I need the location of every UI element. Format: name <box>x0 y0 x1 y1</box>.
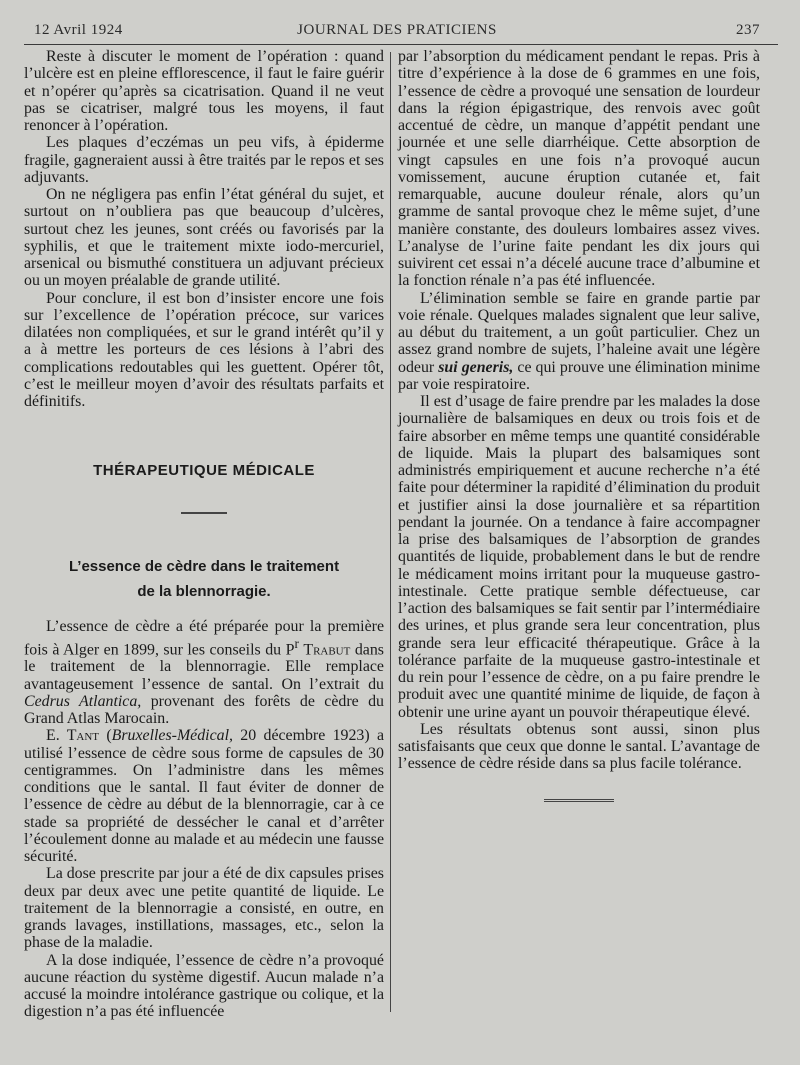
column-divider <box>390 52 391 1012</box>
paragraph <box>398 290 760 394</box>
text-run: L’élimination semble se faire en grande partie par voie rénale. Quelques malades signalent que leur salive, au début du traitement, a un goût particulier. Chez un assez grand nombre de sujets, l’haleine avait une légère odeur <box>398 289 760 376</box>
text-run: ( <box>99 727 112 745</box>
paragraph: Reste à discuter le moment de l’opération : quand l’ulcère est en pleine efflorescence, il faut le faire guérir et n’opérer qu’après sa cicatrisation. Quand il ne veut pas se cicatriser, malgré tous les moyens, il faut renoncer à l’opération. <box>24 48 384 134</box>
paragraph: Pour conclure, il est bon d’insister encore une fois sur l’excellence de l’opération précoce, sur varices dilatées non compliquées, et sur le grand intérêt qu’il y a à mettre les porteurs de ces lésions à l’abri des complications redoutables qui les guettent. Opérer tôt, c’est le meilleur moyen d’avoir des résultats parfaits et définitifs. <box>24 289 384 410</box>
left-column <box>24 48 384 1021</box>
text-run: provenant des forêts de cèdre du Grand Atlas Marocain. <box>24 692 384 728</box>
header-journal-title: JOURNAL DES PRATICIENS <box>297 22 497 38</box>
section-title: THÉRAPEUTIQUE MÉDICALE <box>93 462 315 480</box>
paragraph: Les plaques d’eczémas un peu vifs, à épiderme fragile, gagneraient aussi à être traités par le repos et ses adjuvants. <box>24 134 384 186</box>
paragraph: Il est d’usage de faire prendre par les malades la dose journalière de balsamiques en deux ou trois fois et de faire absorber en même temps une quantité considérable de liquide. Mais la plupart des balsamiques sont administrés empiriquement et aucune recherche n’a été faite pour déterminer la rapidité d’élimination du produit et justifier ainsi la dose journalière et sa répartition pendant la journée. On a tendance à faire accompagner la prise des balsamiques de l’absorption de grandes quantités de liquide, probablement dans le but de rendre le médicament moins irritant pour la muqueuse gastro-intestinale. Cette pratique semble défectueuse, car l’action des balsamiques se fait sentir par l’intermédiaire des urines, et plus grande sera leur concentration, plus grande sera leur efficacité thérapeutique. Grâce à la tolérance parfaite de la muqueuse gastro-intestinale et du rein pour l’essence de cèdre, on a pu faire prendre le produit avec une quantité minime de liquide, de façon à obtenir une urine ayant un pouvoir thérapeutique élevé. <box>398 393 760 721</box>
journal-citation: Bruxelles-Médical, <box>111 727 233 745</box>
author-name: E. Tant <box>46 727 100 745</box>
text-run: dans le traitement de la blennorragie. Elle remplace avantageusement l’essence de santal. On l’extrait du <box>24 641 384 693</box>
text-run: L’essence de cèdre a été préparée pour la première fois à Alger en 1899, sur les conseils du P <box>24 617 384 659</box>
article-title <box>24 554 384 604</box>
paragraph: A la dose indiquée, l’essence de cèdre n’a provoqué aucune réaction du système digestif. Aucun malade n’a accusé la moindre intolérance gastrique ou colique, et la digestion n’a pas été influencée <box>24 951 384 1021</box>
header-rule <box>24 44 778 45</box>
paragraph <box>24 618 384 728</box>
author-name: Trabut <box>303 641 351 659</box>
paragraph: par l’absorption du médicament pendant le repas. Pris à titre d’expérience à la dose de 6 grammes en une fois, l’essence de cèdre a provoqué une sensation de lourdeur dans la région épigastrique, des renvois avec goût accentué de cèdre, un manque d’appétit pendant une journée et une selle diarrhéique. Cette absorption de vingt capsules en une fois n’a provoqué aucun vomissement, aucune éruption cutanée et, fait remarquable, aucune douleur rénale, alors qu’un gramme de santal provoque chez le même sujet, d’une manière constante, des douleurs lombaires assez vives. L’analyse de l’urine faite pendant les dix jours qui suivirent cet essai n’a décelé aucune trace d’albumine et la fonction rénale n’a pas été influencée. <box>398 48 760 290</box>
header-page-number: 237 <box>736 22 760 38</box>
superscript: r <box>294 635 299 651</box>
right-column <box>398 48 760 802</box>
article-title-line-1: L’essence de cèdre dans le traitement <box>68 557 340 575</box>
emphasis: sui generis, <box>438 358 514 376</box>
text-run: 20 décembre 1923) a utilisé l’essence de cèdre sous forme de capsules de 30 centigrammes. On l’administre dans les mêmes conditions que le santal. Il faut éviter de donner de l’essence de cèdre au début de la blennorragie, car à ce stade sa propriété de dessécher le canal et d’arrêter l’écoulement donne au malade et au médecin une fausse sécurité. <box>24 727 385 866</box>
section-divider <box>181 512 227 514</box>
paragraph: Les résultats obtenus sont aussi, sinon plus satisfaisants que ceux que donne le santal. L’avantage de l’essence de cèdre réside dans sa plus facile tolérance. <box>398 720 760 773</box>
header-date: 12 Avril 1924 <box>34 22 123 38</box>
species-name: Cedrus Atlantica, <box>24 692 142 710</box>
paragraph <box>24 727 384 865</box>
article-title-line-2: de la blennorragie. <box>137 582 271 600</box>
paragraph: La dose prescrite par jour a été de dix capsules prises deux par deux avec une petite quantité de liquide. Le traitement de la blennorragie a consisté, en outre, en grands lavages, instillations, massages, etc., selon la phase de la maladie. <box>24 865 384 952</box>
text-run: ce qui prouve une élimination minime par voie respiratoire. <box>398 358 761 393</box>
end-divider <box>544 799 614 802</box>
paragraph: On ne négligera pas enfin l’état général du sujet, et surtout on n’oubliera pas que beaucoup d’ulcères, surtout chez les jeunes, sont créés ou favorisés par la syphilis, et que le traitement mixte iodo-mercuriel, arsenical ou bismuthé constituera un adjuvant précieux ou un moyen préalable de grande utilité. <box>24 186 384 290</box>
